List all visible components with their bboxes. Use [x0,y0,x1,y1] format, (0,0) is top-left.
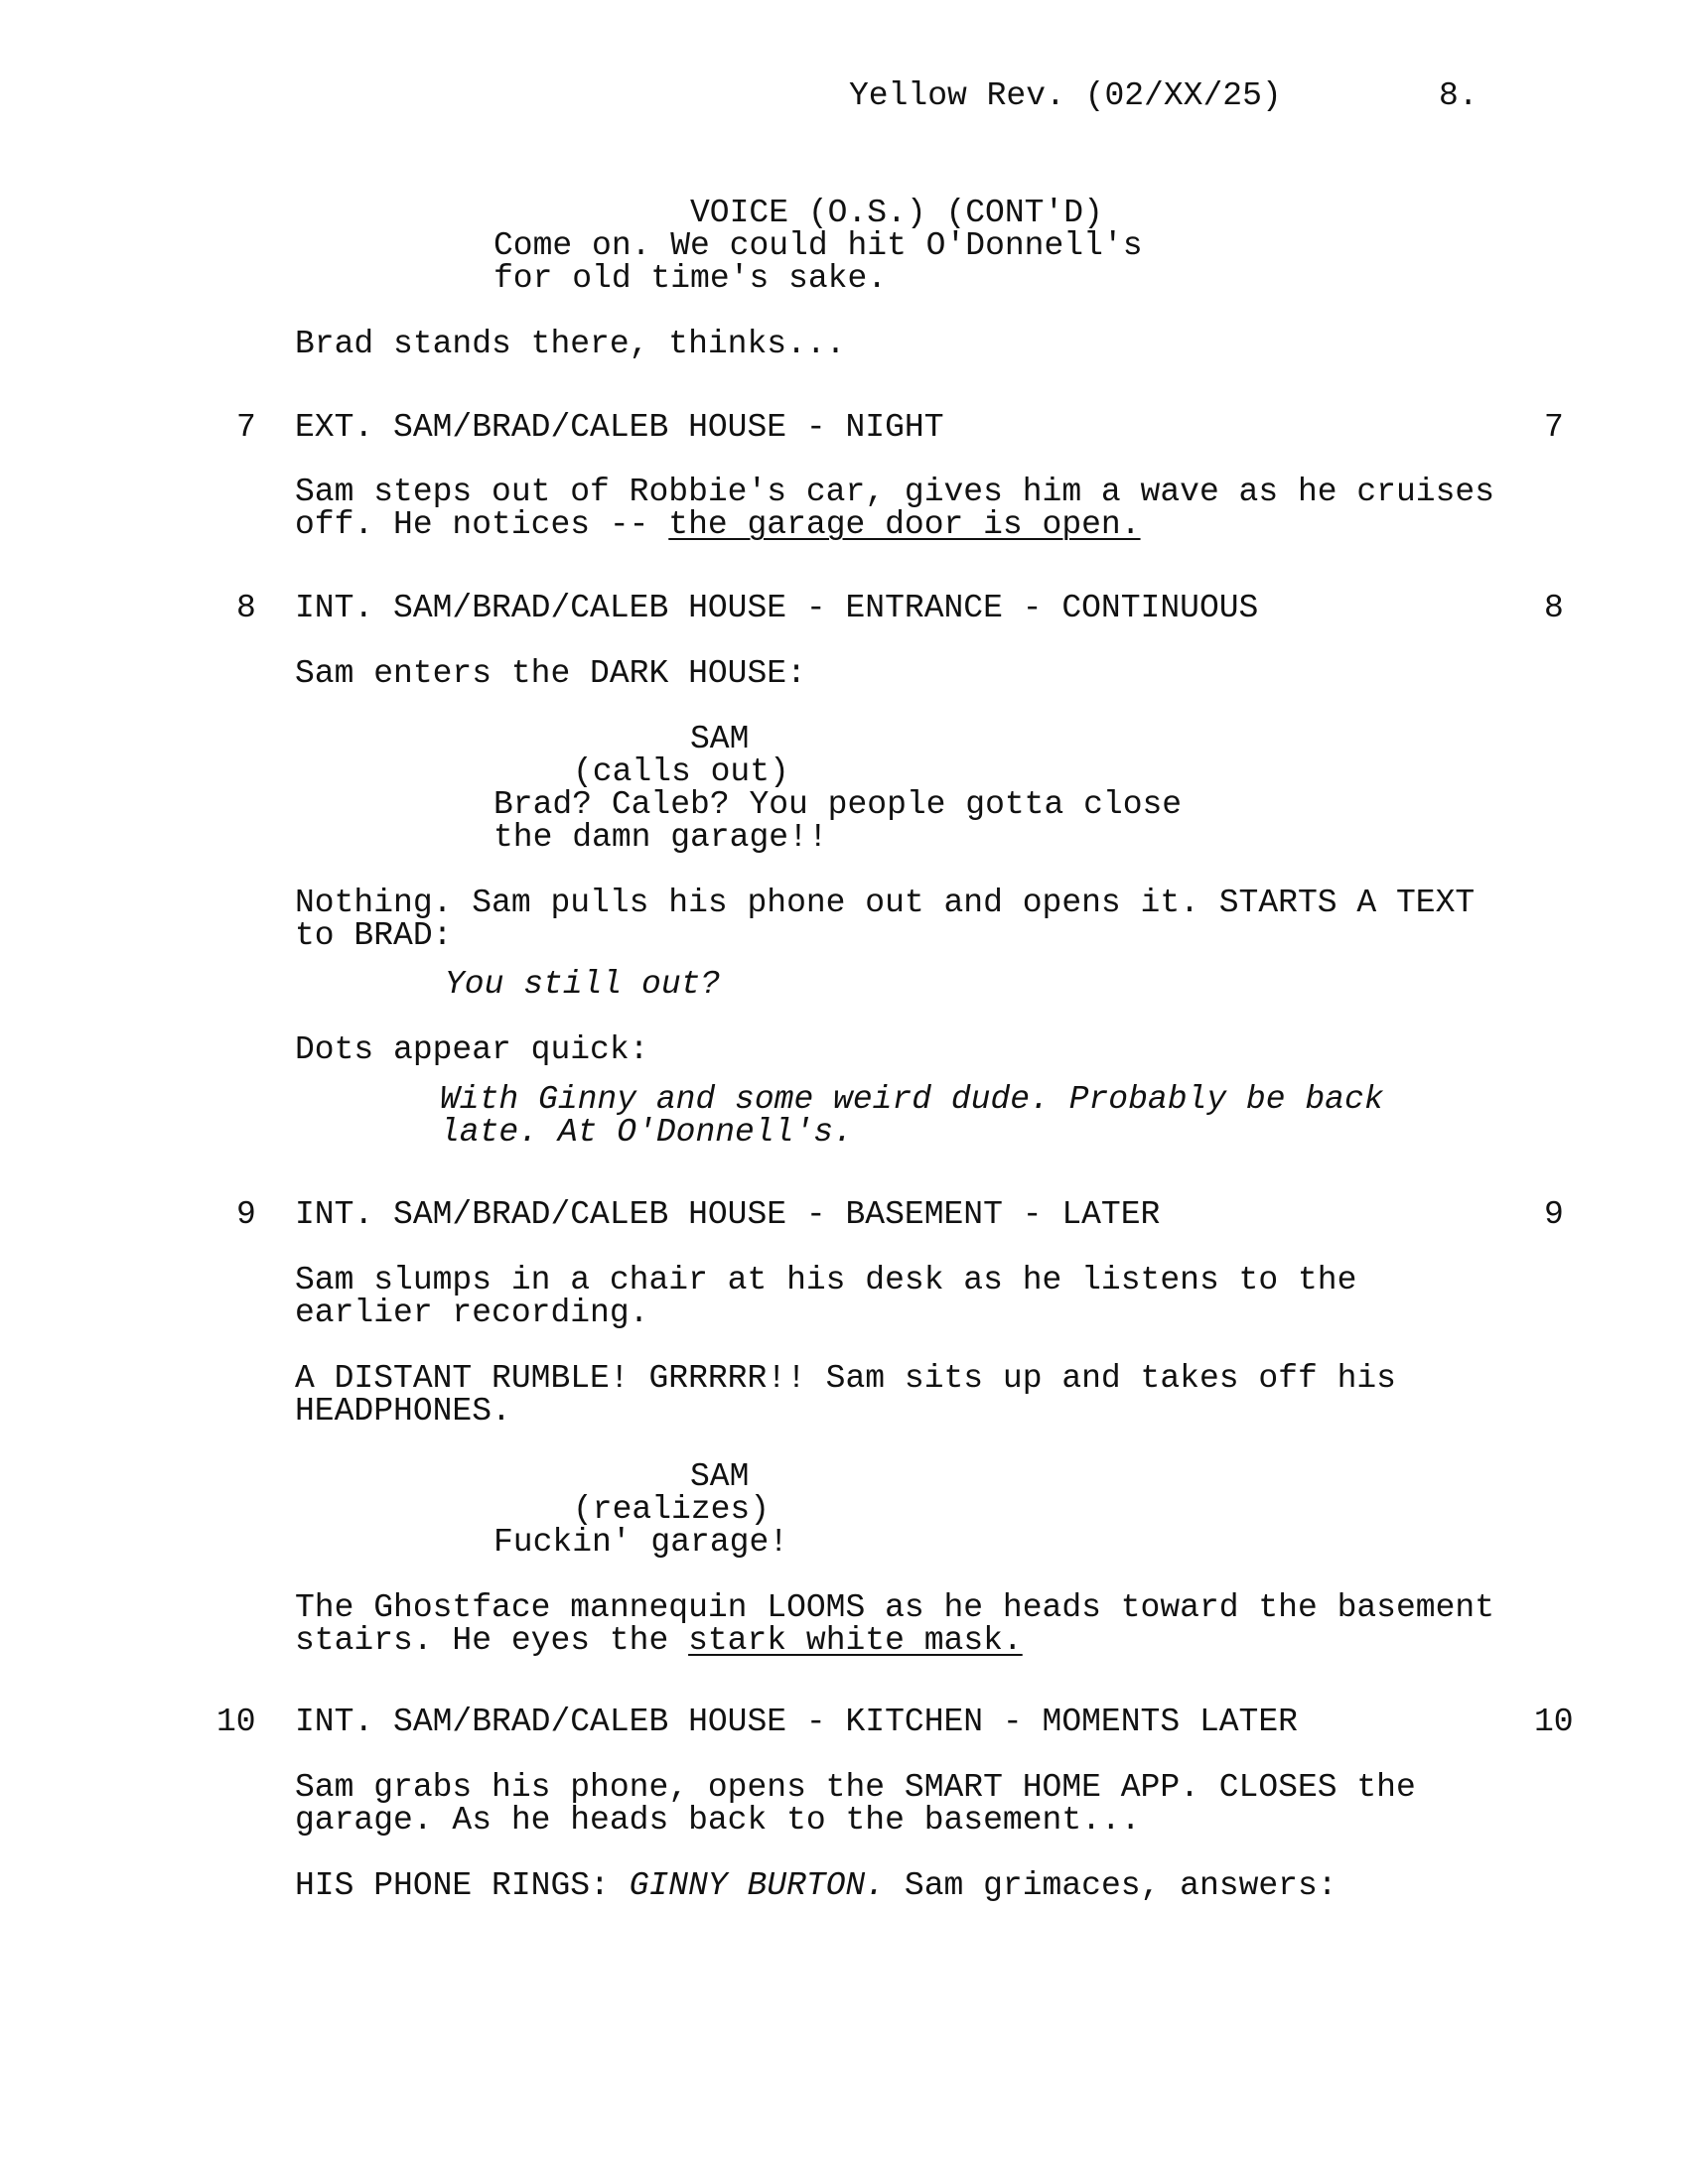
dialogue-line: for old time's sake. [493,260,888,297]
underlined-text: the garage door is open. [668,506,1141,543]
action-line: Sam steps out of Robbie's car, gives him a wave as he cruises [295,474,1494,510]
action-text: stairs. He eyes the [295,1622,689,1659]
revision-header: Yellow Rev. (02/XX/25) [849,77,1282,114]
action-line: Dots appear quick: [295,1031,649,1068]
character-cue: SAM [690,721,750,757]
text-message: With Ginny and some weird dude. Probably be back [440,1081,1384,1118]
action-text: Sam grimaces, answers: [885,1867,1337,1904]
text-message: You still out? [445,966,721,1003]
action-line [295,508,1141,541]
dialogue-line: the damn garage!! [493,819,828,856]
page-number: 8. [1439,77,1478,114]
action-line: earlier recording. [295,1295,649,1331]
italic-text: GINNY BURTON. [629,1867,886,1904]
action-line: Sam enters the DARK HOUSE: [295,655,806,692]
scene-heading: INT. SAM/BRAD/CALEB HOUSE - KITCHEN - MOMENTS LATER [295,1704,1298,1740]
scene-heading: INT. SAM/BRAD/CALEB HOUSE - ENTRANCE - CONTINUOUS [295,590,1259,626]
action-line: Sam grabs his phone, opens the SMART HOME APP. CLOSES the [295,1769,1416,1806]
scene-number-right: 8 [1544,590,1564,626]
text-message: late. At O'Donnell's. [440,1114,853,1151]
scene-number-left: 10 [216,1704,256,1740]
action-text: off. He notices -- [295,506,669,543]
action-line [295,1869,1337,1902]
scene-number-left: 7 [236,409,256,446]
underlined-text: stark white mask. [688,1622,1023,1659]
action-line: HEADPHONES. [295,1393,511,1430]
action-line: Nothing. Sam pulls his phone out and opens it. STARTS A TEXT [295,885,1476,921]
scene-number-right: 10 [1534,1704,1574,1740]
character-cue: VOICE (O.S.) (CONT'D) [690,195,1103,231]
parenthetical: (calls out) [573,753,789,790]
action-text: HIS PHONE RINGS: [295,1867,630,1904]
dialogue-line: Fuckin' garage! [493,1524,789,1561]
parenthetical: (realizes) [573,1491,771,1528]
character-cue: SAM [690,1458,750,1495]
scene-number-left: 9 [236,1196,256,1233]
scene-number-right: 9 [1544,1196,1564,1233]
action-line: garage. As he heads back to the basement... [295,1802,1141,1839]
action-line: A DISTANT RUMBLE! GRRRRR!! Sam sits up and takes off his [295,1360,1396,1397]
action-line: Brad stands there, thinks... [295,326,846,362]
action-line: to BRAD: [295,917,453,954]
action-line: Sam slumps in a chair at his desk as he listens to the [295,1262,1357,1298]
dialogue-line: Come on. We could hit O'Donnell's [493,227,1143,264]
action-line [295,1624,1023,1657]
dialogue-line: Brad? Caleb? You people gotta close [493,786,1183,823]
scene-number-right: 7 [1544,409,1564,446]
action-line: The Ghostface mannequin LOOMS as he heads toward the basement [295,1589,1494,1626]
scene-number-left: 8 [236,590,256,626]
scene-heading: EXT. SAM/BRAD/CALEB HOUSE - NIGHT [295,409,944,446]
scene-heading: INT. SAM/BRAD/CALEB HOUSE - BASEMENT - LATER [295,1196,1161,1233]
